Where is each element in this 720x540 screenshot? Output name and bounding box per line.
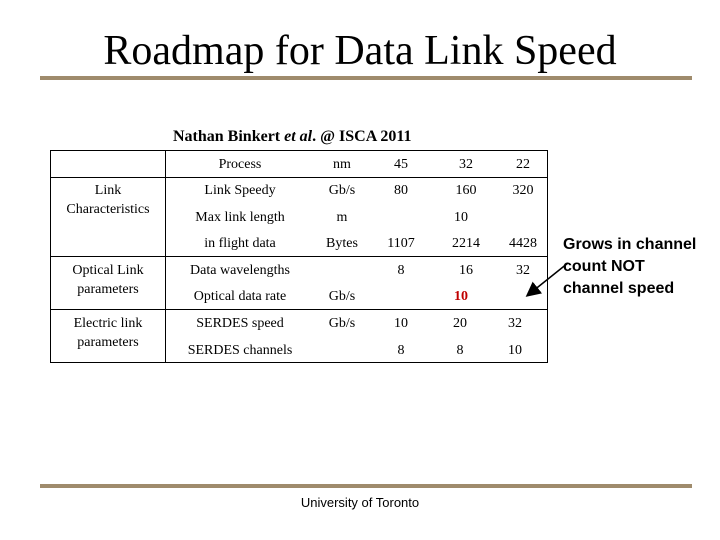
row-label-process: Process: [218, 157, 262, 172]
row-unit-max-link-length: m: [336, 210, 348, 225]
row-unit-process: nm: [333, 157, 351, 172]
row-value-serdes-speed-3: 32: [508, 316, 522, 331]
row-value-in-flight-data-2: 2214: [452, 236, 480, 251]
citation-venue: . @ ISCA 2011: [312, 128, 412, 145]
row-unit-serdes-speed: Gb/s: [328, 316, 356, 331]
row-value-in-flight-data-3: 4428: [509, 236, 537, 251]
row-value-process-3: 22: [516, 157, 530, 172]
row-label-in-flight-data: in flight data: [204, 236, 276, 251]
row-value-process-1: 45: [394, 157, 408, 172]
row-unit-optical-data-rate: Gb/s: [328, 289, 356, 304]
row-unit-link-speedy: Gb/s: [328, 183, 356, 198]
footer-divider: [40, 484, 692, 488]
row-value-serdes-speed-2: 20: [453, 316, 467, 331]
row-value-data-wavelengths-2: 16: [459, 263, 473, 278]
row-value-link-speedy-3: 320: [512, 183, 534, 198]
row-value-optical-data-rate: 10: [454, 289, 468, 304]
group-optical-link-parameters: Optical Link parameters: [72, 263, 144, 297]
citation-etal: et al: [284, 128, 313, 145]
row-value-serdes-channels-3: 10: [508, 343, 522, 358]
row-label-serdes-speed: SERDES speed: [196, 316, 284, 331]
row-value-link-speedy-2: 160: [455, 183, 477, 198]
callout-note: Grows in channel count NOT channel speed: [563, 236, 697, 297]
row-label-max-link-length: Max link length: [195, 210, 285, 225]
row-value-serdes-channels-2: 8: [456, 343, 464, 358]
row-label-optical-data-rate: Optical data rate: [193, 289, 287, 304]
row-value-max-link-length: 10: [454, 210, 468, 225]
row-value-process-2: 32: [459, 157, 473, 172]
row-label-link-speedy: Link Speedy: [204, 183, 276, 198]
row-unit-in-flight-data: Bytes: [326, 236, 358, 251]
row-value-link-speedy-1: 80: [394, 183, 408, 198]
citation-authors: Nathan Binkert: [173, 128, 285, 145]
row-value-in-flight-data-1: 1107: [387, 236, 415, 251]
group-electric-link-parameters: Electric link parameters: [73, 316, 143, 350]
slide-title: Roadmap for Data Link Speed: [103, 28, 617, 74]
row-value-serdes-channels-1: 8: [397, 343, 405, 358]
row-label-serdes-channels: SERDES channels: [187, 343, 293, 358]
row-value-data-wavelengths-3: 32: [516, 263, 530, 278]
group-link-characteristics: Link Characteristics: [66, 183, 150, 217]
row-label-data-wavelengths: Data wavelengths: [190, 263, 290, 278]
row-value-data-wavelengths-1: 8: [397, 263, 405, 278]
footer-affiliation: University of Toronto: [300, 495, 420, 510]
row-value-serdes-speed-1: 10: [394, 316, 408, 331]
